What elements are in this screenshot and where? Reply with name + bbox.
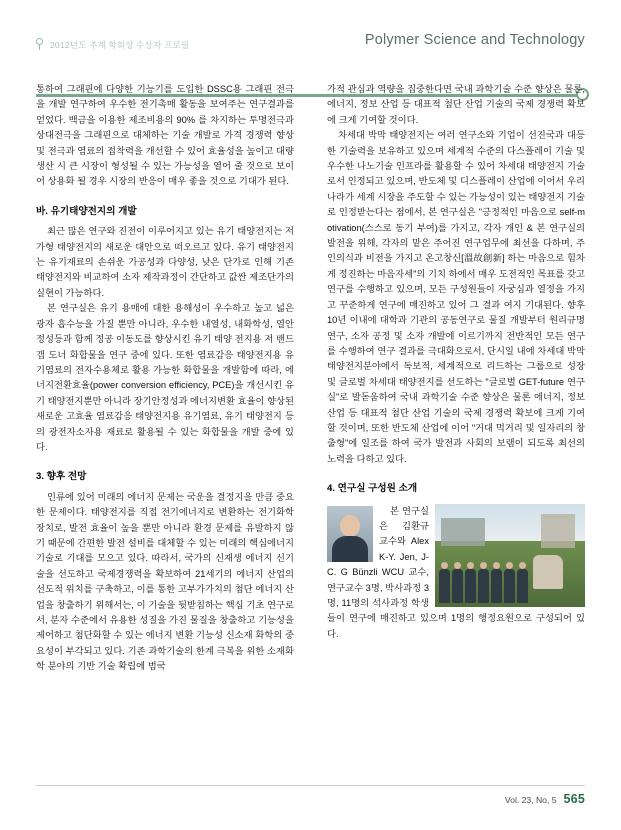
portrait-head xyxy=(340,515,360,537)
location-pin-icon xyxy=(36,38,45,51)
photo-building-left xyxy=(441,518,485,546)
paragraph-thin-film-solar: 차세대 박막 태양전지는 여러 연구소와 기업이 선진국과 대등한 기술력을 보유하고 있으며 세계적 수준의 다스플레이 기술 및 우수한 나노기술 인프라를 활용할 수 있어 차세대 태양전지 기술로서 인정되고 있으며, 반도체 및 디스플레이 산업에 이어서 우리나라가 세계 시장을 주도할 수 있는 가능성이 있는 태양전지 기술로 인정받는다는 점에서, 본 연구실은 "긍정적인 마음으로 self-motivation(스스로 동기 부여)를 가지고, 각자 개인 & 본 연구실의 발전을 위해, 각자의 맡은 주어진 연구업무에 최선을 다하며, 주인의식과 비전을 가지고 온고창신[溫故創新] 하는 마음으로 힘차게 정진하는 마음자세"의 기치 하에서 매우 도전적인 목표를 갖고 연구를 수행하고 있으며, 모든 구성원들이 자궁심과 열정을 가지고 꾸준하게 연구에 매진하고 있어 그 결과 여지 기대된다. 향후 10년 이내에 대학과 기관의 공동연구로 물질 개발부터 원리규명 연구, 소자 공정 및 소자 개발에 이르기까지 전반적인 모든 연구를 수행하여 연구 결과를 극대화으로서, 단시일 내에 차세대 박막 태양전지분야에서 독보적, 세계적으로 리드하는 그룹으로 성장 및 글로벌 차세대 태양전지를 선도하는 "글로벌 GET-future 연구실"로 발돋움하여 국내 과학기술 수준 향상은 물론 에너지, 정보 산업 등 대표적 첨단 산업 기술의 국제 경쟁력 확보에 크게 기여할 것이며, 또한 반도체 산업에 이어 "거대 먹거리 및 일자리의 창출형"에 일조를 하여 국가 발전과 사회의 보램이 되도록 최선의 노력을 다하고 있다. xyxy=(327,130,585,464)
paragraph-members: 본 연구실은 김환규 교수와 Alex K-Y. Jen, J-C. G Bünzli WCU 교수, 연구교수 3명, 박사과정 3명, 11명의 석사과정 학생들이 연구에 매진하고 있으며 1명의 행정요원으로 구성되어 있다. xyxy=(327,505,585,639)
members-media-block xyxy=(327,504,585,643)
portrait-body xyxy=(332,536,368,562)
paragraph-continuation: 통하여 그래핀에 다양한 기능기를 도입한 DSSC용 그래핀 전극을 개발 연구하여 우수한 전기촉매 활동을 보여주는 연구결과를 얻었다. 백금을 이용한 제조비용의 90% 를 차지하는 투명전극과 상대전극을 그래핀으로 대체하는 기술 개발로 가격 경쟁력 향상 및 전극과 염료의 접착력을 개선할 수 있어 효율성을 높이고 대량 생산 시 큰 시장이 형성될 수 있는 가능성을 열어 줄 것으로 보이어 상용화 될 경우 시장의 반응이 매우 좋을 것으로 기대가 된다. xyxy=(36,84,294,187)
left-column xyxy=(36,82,294,675)
page-footer xyxy=(505,792,585,806)
header-kicker-text: 2012년도 추계 학회상 수상자 프로필 xyxy=(50,39,190,50)
footer-divider xyxy=(36,785,585,786)
photo-statue xyxy=(533,555,563,589)
journal-title: Polymer Science and Technology xyxy=(364,32,585,48)
photo-building-right xyxy=(541,514,575,548)
page-header xyxy=(0,28,621,74)
professor-portrait-photo xyxy=(327,506,373,562)
paragraph-organic-solar-1: 최근 많은 연구와 진전이 이루어지고 있는 유기 태양전지는 저가형 태양전지의 새로운 대안으로 떠오르고 있다. 유기 태양전지는 유기재료의 손쉬운 가공성과 다양성, 낮은 단가로 인해 기존 태양전지와 비교하여 소자 제작과정이 간단하고 값싼 제조단가의 실현이 가능하다. xyxy=(36,226,294,298)
paragraph-outlook: 인류에 있어 미래의 에너지 문제는 국운을 결정지을 만큼 중요한 문제이다. 태양전지를 직접 전기에너지로 변환하는 전기화학 장치로, 발전 효율이 높을 뿐만 아니라 환경 문제를 유발하지 않기 때문에 간편한 발전 설비를 대체할 수 있는 미래의 핵심에너지 기술로 기대를 모으고 있다. 따라서, 국가의 신재생 에너지 신기술을 선도하고 국제경쟁력을 확보하여 21세기의 에너지 산업의 선도적 위치를 구축하고, 이를 통한 고부가가치의 첨단 에너지 산업을 창출하기 위해서는, 이 기술을 뒷받침하는 핵심 기초 연구로서, 분자 수준에서 유용한 성질을 가진 물질을 창출하고 기능성을 제어하고 첨단화할 수 있는 에너지 변환 기능성 신소재 화학의 중요성이 부각되고 있다. 기존 과학기술의 한계 극복을 위한 소재화학 분야의 기반 기술 확립에 범국 xyxy=(36,491,294,672)
section-heading-outlook: 3. 향후 전망 xyxy=(36,471,87,483)
header-kicker-group xyxy=(36,38,189,51)
section-heading-ba: 바. 유기태양전지의 개발 xyxy=(36,205,137,217)
right-column xyxy=(327,82,585,642)
paragraph-continuation-right: 가적 관심과 역량을 집중한다면 국내 과학기술 수준 향상은 물론, 에너지, 정보 산업 등 대표적 첨단 산업 기술의 국제 경쟁력 확보에 크게 기여할 것이다. xyxy=(327,84,585,125)
section-heading-members: 4. 연구실 구성원 소개 xyxy=(327,483,418,495)
issue-info: Vol. 23, No, 5 xyxy=(504,795,557,805)
paragraph-organic-solar-2: 본 연구실은 유기 용매에 대한 용해성이 우수하고 높고 넓은 광자 흡수능을 가질 뿐만 아니라, 우수한 내열성, 내화학성, 열안정성등과 함께 정공 이동도를 향상시킨 유기 태양 전지용 저 밴드갭 도너 화합물을 연구 중에 있다. 또한 염료감응 태양전지용 유기염료의 전자수용체로 활용 가능한 화합물을 개발함에 따라, 에너지전환효율(power conversion efficiency, PCE)을 개선시킨 유기 태양전지뿐만 아니라 장기안정성과 에너지변환 효율이 향상된 새로운 고효율 염료감응 태양전지용 유기염료, 유기 태양전지 등의 광전자소자용 재료로 활용될 수 있는 화합물을 개발 중에 있다. xyxy=(36,303,294,452)
research-group-photo xyxy=(435,504,585,607)
photo-people-group xyxy=(439,559,535,603)
page-number: 565 xyxy=(563,792,585,806)
